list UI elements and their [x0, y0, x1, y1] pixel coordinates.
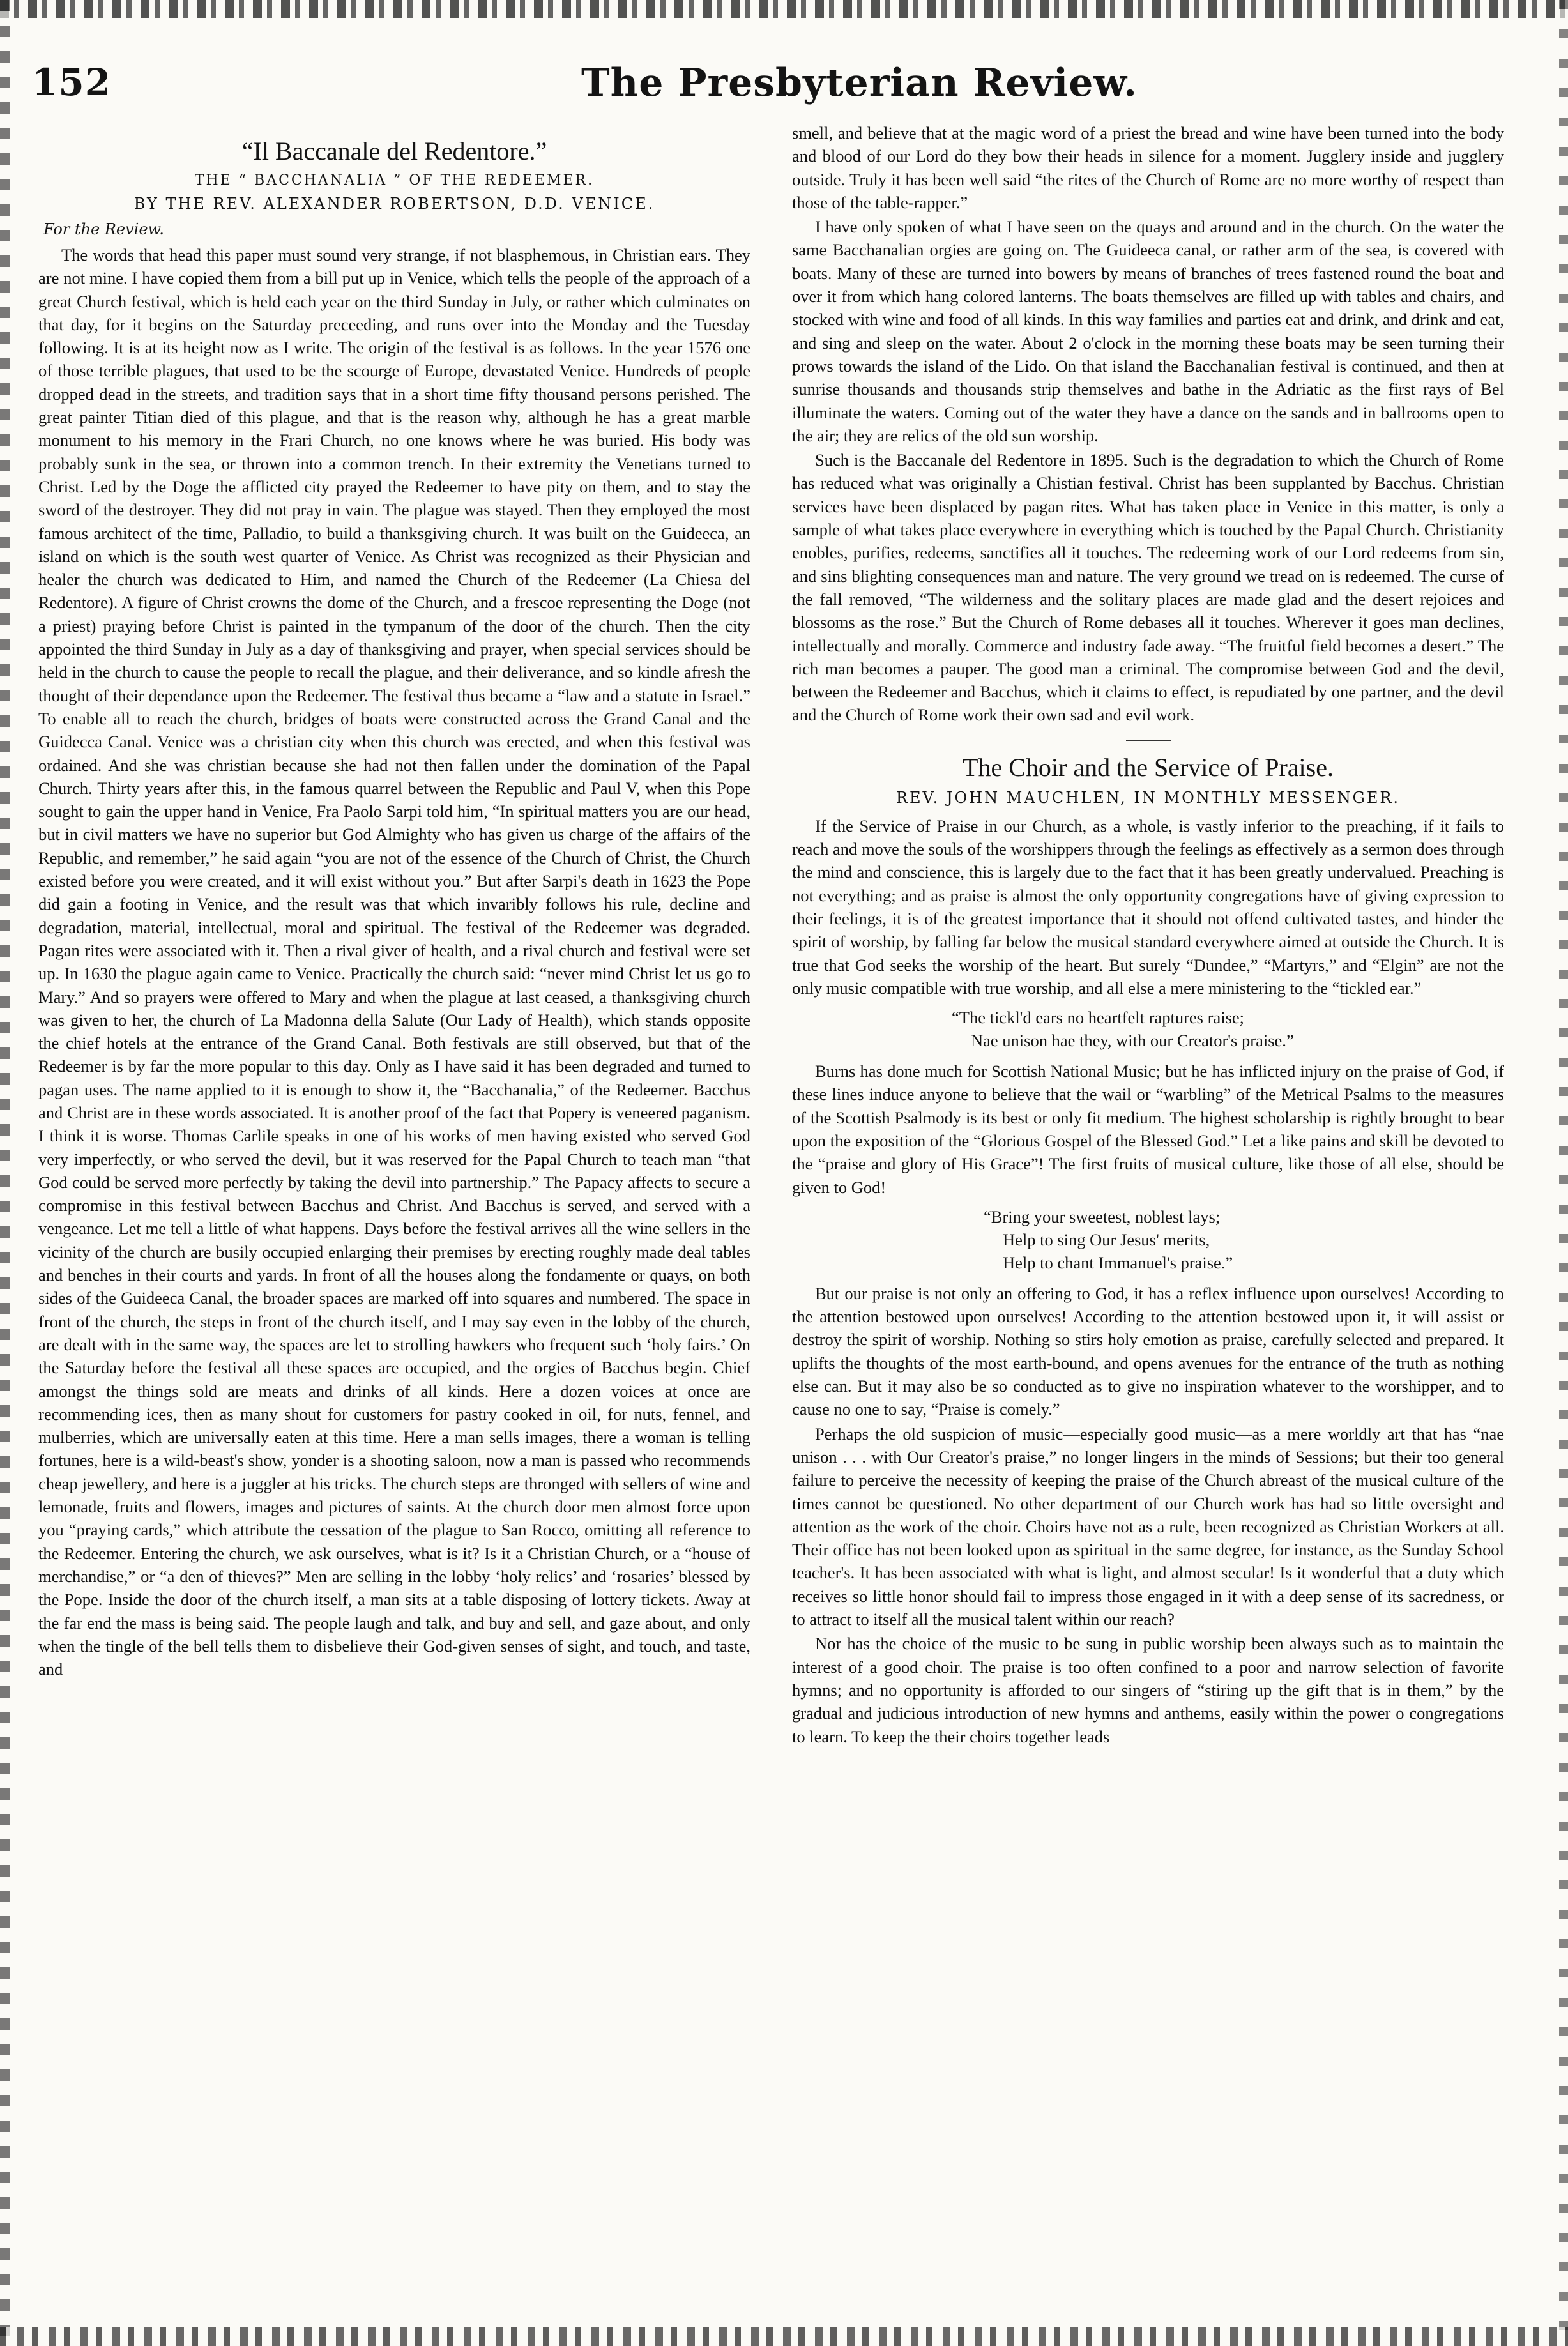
- scan-edge-left: [0, 0, 10, 2346]
- verse-quotation: [792, 1006, 1504, 1052]
- article-byline: BY THE REV. ALEXANDER ROBERTSON, D.D. VENICE.: [133, 195, 655, 213]
- article-paragraph: Such is the Baccanale del Redentore in 1895. Such is the degradation to which the Church of Rome has reduced what was originally a Chistian festival. Christ has been supplanted by Bacchus. Christian services have been displaced by pagan rites. What has taken place in Venice in this matter, is only a sample of what takes place everywhere in everything which is touched by the Papal Church. Christianity enobles, purifies, redeems, sanctifies all it touches. The redeeming work of our Lord redeems from sin, and sins blighting consequences man and nature. The very ground we tread on is redeemed. The curse of the fall removed, “The wilderness and the solitary places are made glad and the desert rejoices and blossoms as the rose.” But the Church of Rome debases all it touches. Wherever it goes man declines, intellectually and morally. Commerce and industry fade away. “The fruitful field becomes a desert.” The rich man becomes a pauper. The good man a criminal. The compromise between God and the devil, between the Redeemer and Bacchus, which it claims to effect, is repudiated by one partner, and the devil and the Church of Rome work their own sad and evil work.: [792, 450, 1504, 725]
- article-source: For the Review.: [43, 220, 164, 238]
- article-title: “Il Baccanale del Redentore.”: [241, 137, 547, 165]
- journal-title: The Presbyterian Review.: [581, 61, 1138, 105]
- verse-line: Help to chant Immanuel's praise.”: [1003, 1253, 1233, 1272]
- article-continuation-paragraph: smell, and believe that at the magic word of a priest the bread and wine have been turned into the body and blood of our Lord do they bow their heads in silence for a moment. Jugglery inside and jugglery outside. Truly it has been well said “the rites of the Church of Rome are no more worthy of respect than those of the table-rapper.”: [792, 123, 1504, 212]
- article-paragraph: If the Service of Praise in our Church, as a whole, is vastly inferior to the preaching, if it fails to reach and move the souls of the worshippers through the feelings as effectively as a sermon does through the mind and conscience, this is largely due to the fact that it has been greatly undervalued. Preaching is not everything; and as praise is almost the only opportunity congregations have of giving expression to their feelings, it is of the greatest importance that it should not offend cultivated tastes, and hinder the spirit of worship, by falling far below the musical standard everywhere aimed at outside the Church. It is true that God seeks the worship of the heart. But surely “Dundee,” “Martyrs,” and “Elgin” are not the only music compatible with true worship, and all else a mere ministering to the “tickled ear.”: [792, 816, 1504, 998]
- article-paragraph: Perhaps the old suspicion of music—especially good music—as a mere worldly art that has “nae unison . . . with Our Creator's praise,” no longer lingers in the minds of Sessions; but their too general failure to perceive the necessity of keeping the praise of the Church abreast of the musical culture of the times cannot be questioned. No other department of our Church work has had so little oversight and attention as the work of the choir. Choirs have not as a rule, been recognized as Christian Workers at all. Their office has not been looked upon as spiritual in the same degree, for instance, as the Sunday School teacher's. It has been associated with what is light, and almost secular! Is it wonderful that a duty which receives so little honor should fail to impress those engaged in it with a deep sense of its sacredness, or to attract to itself all the musical talent within our reach?: [792, 1424, 1504, 1629]
- verse-line: “Bring your sweetest, noblest lays;: [984, 1207, 1221, 1226]
- scan-edge-right: [1559, 0, 1568, 2346]
- article-paragraph: Burns has done much for Scottish National Music; but he has inflicted injury on the praise of God, if these lines induce anyone to believe that the wail or “warbling” of the Metrical Psalms to the measures of the Scottish Psalmody is its best or only fit medium. The highest scholarship is rightly brought to bear upon the exposition of the “Glorious Gospel of the Blessed God.” Let a like pains and skill be devoted to the “praise and glory of His Grace”! The first fruits of musical culture, like those of all else, should be given to God!: [792, 1062, 1504, 1197]
- verse-line: “The tickl'd ears no heartfelt raptures raise;: [952, 1008, 1245, 1028]
- article-paragraph: The words that head this paper must sound very strange, if not blasphemous, in Christian ears. They are not mine. I have copied them from a bill put up in Venice, which tells the people of the approach of a great Church festival, which is held each year on the third Sunday in July, or rather which culminates on that day, for it begins on the Saturday preceeding, and runs over into the Monday and the Tuesday following. It is at its height now as I write. The origin of the festival is as follows. In the year 1576 one of those terrible plagues, that used to be the scourge of Europe, devastated Venice. Hundreds of people dropped dead in the streets, and tradition says that in a short time fifty thousand persons perished. The great painter Titian died of this plague, and that is the reason why, although he has a great marble monument to his memory in the Frari Church, no one knows where he was buried. His body was probably sunk in the sea, or thrown into a common trench. In their extremity the Venetians turned to Christ. Led by the Doge the afflicted city prayed the Redeemer to have pity on them, and to stay the sword of the destroyer. They did not pray in vain. The plague was stayed. Then they employed the most famous architect of the time, Palladio, to build a thanksgiving church. It was built on the Guideeca, an island on which is the south west quarter of Venice. As Christ was recognized as their Physician and healer the church was dedicated to Him, and named the Church of the Redeemer (La Chiesa del Redentore). A figure of Christ crowns the dome of the Church, and a frescoe representing the Doge (not a priest) praying before Christ is painted in the tympanum of the door of the church. Then the city appointed the third Sunday in July as a day of thanksgiving and prayer, when special services should be held in the church to cause the people to recall the plague, and their deliverance, and so kindle afresh the thought of their dependance upon the Redeemer. The festival thus became a “law and a statute in Israel.” To enable all to reach the church, bridges of boats were constructed across the Grand Canal and the Guidecca Canal. Venice was a christian city when this church was erected, and when this festival was ordained. And she was christian because she had not then fallen under the domination of the Papal Church. Thirty years after this, in the famous quarrel between the Republic and Paul V, when this Pope sought to gain the upper hand in Venice, Fra Paolo Sarpi told him, “In spiritual matters you are our head, but in civil matters we have no superior but God Almighty who has given us charge of the affairs of the Republic, and remember,” he said again “you are not of the essence of the Church of Christ, the Church existed before you were created, and it will exist without you.” But after Sarpi's death in 1623 the Pope did gain a footing in Venice, and the result was that which invaribly follows his rule, decline and degradation, material, intellectual, moral and spiritual. The festival of the Redeemer was degraded. Pagan rites were associated with it. Then a rival giver of health, and a rival church and festival were set up. In 1630 the plague again came to Venice. Practically the church said: “never mind Christ let us go to Mary.” And so prayers were offered to Mary and when the plague at last ceased, a thanksgiving church was given to her, the church of La Madonna della Salute (Our Lady of Health), which stands opposite the chief hotels at the entrance of the Grand Canal. Both festivals are still observed, but that of the Redeemer is by far the more popular to this day. Only as I have said it has been degraded and turned to pagan uses. The name applied to it is enough to show it, the “Bacchanalia,” of the Redeemer. Bacchus and Christ are in these words associated. It is another proof of the fact that Popery is veneered paganism. I think it is worse. Thomas Carlile speaks in one of his works of men having existed who served God very imperfectly, or who served the devil, but it was reserved for the Papal Church to teach man “that God could be served more perfectly by taking the devil into partnership.” The Papacy affects to secure a compromise in this festival between Bacchus and Christ. And Bacchus is served, and served with a vengeance. Let me tell a little of what happens. Days before the festival arrives all the wine sellers in the vicinity of the church are busily occupied enlarging their premises by erecting roughly made deal tables and benches in their courts and yards. In front of all the houses along the fondamente or quays, on both sides of the Guideeca Canal, the broader spaces are marked off into squares and numbered. The space in front of the church, the steps in front of the church itself, and I may say even in the lobby of the church, are dealt with in the same way, the spaces are let to strolling hawkers who frequent such ‘holy fairs.’ On the Saturday before the festival all these spaces are occupied, and the orgies of Bacchus begin. Chief amongst the things sold are meats and drinks of all kinds. Here a dozen voices at once are recommending ices, then as many shout for customers for pastry cooked in oil, for nuts, fennel, and mulberries, which are universally eaten at this time. Here a man sells images, there a woman is telling fortunes, here is a wild-beast's show, yonder is a shooting saloon, now a man is passed who recommends cheap jewellery, and here is a juggler at his tricks. The church steps are thronged with sellers of wine and lemonade, fruits and flowers, images and pictures of saints. At the church door men almost force upon you “praying cards,” which attribute the cessation of the plague to San Rocco, omitting all reference to the Redeemer. Entering the church, we ask ourselves, what is it? Is it a Christian Church, or a “house of merchandise,” or “a den of thieves?” Men are selling in the lobby ‘holy relics’ and ‘rosaries’ blessed by the Pope. Inside the door of the church itself, a man sits at a table disposing of lottery tickets. Away at the far end the mass is being said. The people laugh and talk, and buy and sell, and gaze about, and only when the tingle of the bell tells them to disbelieve their God-given senses of sight, and touch, and taste, and: [38, 245, 750, 1679]
- right-column: [792, 121, 1504, 2319]
- article-title: The Choir and the Service of Praise.: [963, 752, 1334, 782]
- verse-quotation: [792, 1205, 1504, 1274]
- left-column: [38, 125, 750, 2322]
- article-byline: REV. JOHN MAUCHLEN, IN MONTHLY MESSENGER.: [895, 788, 1401, 807]
- scan-edge-top: [0, 0, 1568, 18]
- article-paragraph: Nor has the choice of the music to be sung in public worship been always such as to maintain the interest of a good choir. The praise is too often confined to a poor and narrow selection of favorite hymns; and no opportunity is afforded to our singers of “stiring up the gift that is in them,” by the gradual and judicious introduction of new hymns and anthems, easily within the power o congregations to learn. To keep the their choirs together leads: [792, 1634, 1504, 1746]
- article-subtitle: THE “ BACCHANALIA ” OF THE REDEEMER.: [194, 172, 595, 188]
- section-divider: [1126, 740, 1171, 741]
- article-paragraph: But our praise is not only an offering to God, it has a reflex influence upon ourselves! According to the attention bestowed upon ourselves! According to the attention bestowed upon it, it will assist or destroy the spirit of worship. Nothing so stirs holy emotion as praise, carefully selected and prepared. It uplifts the thoughts of the most earth-bound, and opens avenues for the entrance of the truth as nothing else can. But it may also be so conducted as to give no inspiration whatever to the worshipper, and to cause no one to say, “Praise is comely.”: [792, 1283, 1504, 1419]
- running-head: [32, 61, 1456, 112]
- verse-line: Help to sing Our Jesus' merits,: [1003, 1230, 1210, 1249]
- article-paragraph: I have only spoken of what I have seen on the quays and around and in the church. On the water the same Bacchanalian orgies are going on. The Guideeca canal, or rather arm of the sea, is covered with boats. Many of these are turned into bowers by means of branches of trees fastened round the boat and over it from which hang colored lanterns. The boats themselves are filled up with tables and chairs, and stocked with wine and food of all kinds. In this way families and parties eat and drink, and drink and eat, and sing and sleep on the water. About 2 o'clock in the morning these boats may be seen turning their prows towards the island of the Lido. On that island the Bacchanalian festival is continued, and then at sunrise thousands and thousands strip themselves and bathe in the Adriatic as the first rays of Bel illuminate the waters. Coming out of the water they have a dance on the sands and in ballrooms open to the air; they are relics of the old sun worship.: [792, 217, 1504, 445]
- verse-line: Nae unison hae they, with our Creator's praise.”: [971, 1031, 1294, 1051]
- page-number: 152: [32, 61, 112, 104]
- scan-edge-bottom: [0, 2327, 1568, 2346]
